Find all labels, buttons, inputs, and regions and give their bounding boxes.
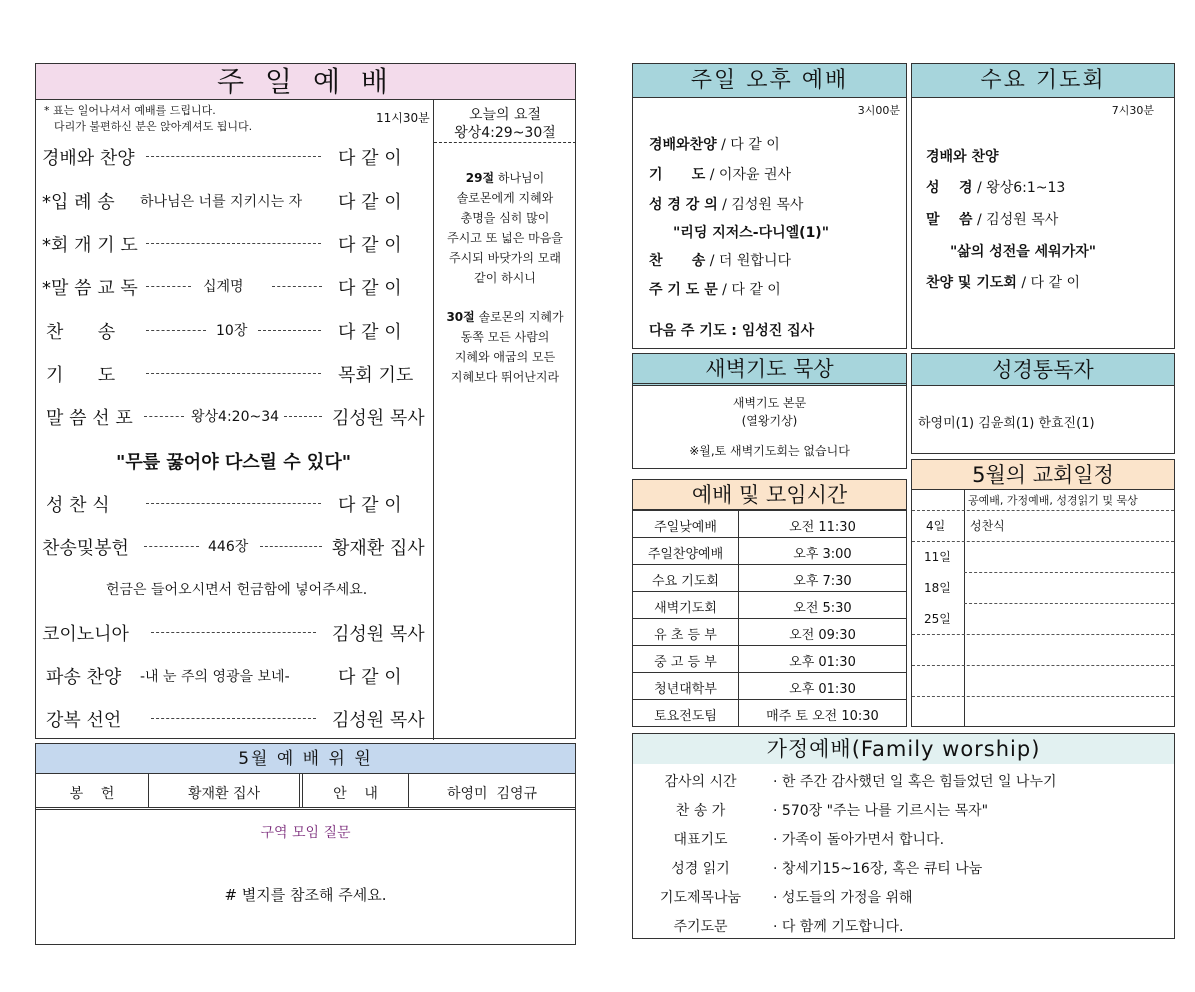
- meeting-row: [633, 645, 906, 672]
- meeting-name: 청년대학부: [654, 682, 717, 697]
- committee-row: [36, 774, 575, 810]
- order-label: 강복 선언: [46, 710, 122, 731]
- afternoon-line: 주 기 도 문 / 다 같 이: [649, 282, 781, 298]
- family-label: 대표기도: [673, 832, 728, 848]
- family-value: · 다 함께 기도합니다.: [773, 919, 904, 935]
- order-dots: [284, 416, 322, 417]
- afternoon-line-label: 찬 송: [649, 253, 706, 269]
- guide-persons: 하영미 김영규: [446, 786, 538, 802]
- afternoon-line-value: 더 원합니다: [718, 253, 791, 269]
- schedule-title: 5월의 교회일정: [972, 463, 1114, 487]
- verse-30-line: 동쪽 모든 사람의: [460, 330, 550, 344]
- family-value-text: 창세기15~16장, 혹은 큐티 나눔: [781, 861, 983, 877]
- offering-person: 황재환 집사: [187, 786, 261, 802]
- wednesday-line-value: 다 같 이: [1030, 275, 1081, 291]
- family-label: 감사의 시간: [664, 774, 737, 790]
- afternoon-header: [633, 64, 906, 98]
- family-value: · 570장 "주는 나를 기르시는 목자": [773, 803, 989, 819]
- schedule-divider: [964, 603, 1174, 604]
- verse-29-number: 29절: [465, 171, 495, 185]
- wednesday-title: 수요 기도회: [980, 68, 1106, 93]
- order-person: 다 같 이: [338, 192, 402, 213]
- wednesday-line: 찬양 및 기도회 / 다 같 이: [926, 275, 1081, 291]
- standing-note: * 표는 일어나셔서 예배를 드립니다.: [44, 104, 216, 117]
- order-detail: 하나님은 너를 지키시는 자: [140, 194, 303, 210]
- meeting-name: 토요전도팀: [654, 709, 717, 724]
- wednesday-time: 7시30분: [1111, 104, 1154, 117]
- meeting-row: [633, 672, 906, 699]
- wednesday-line-label: 말 씀: [926, 212, 973, 228]
- afternoon-service-panel: [632, 63, 907, 349]
- schedule-divider: [964, 572, 1174, 573]
- order-label: 코이노니아: [42, 624, 129, 645]
- afternoon-line-label: 기 도: [649, 167, 706, 183]
- order-detail: 십계명: [203, 279, 244, 295]
- meeting-time: 오전 11:30: [789, 520, 856, 535]
- lecture-title: "리딩 지저스-다니엘(1)": [673, 225, 830, 241]
- order-label: *회 개 기 도: [42, 235, 138, 256]
- dawn-prayer-panel: [632, 353, 907, 469]
- offering-note: 헌금은 들어오시면서 헌금함에 넣어주세요.: [106, 582, 368, 598]
- meeting-time: 오후 3:00: [793, 547, 852, 562]
- order-label: 파송 찬양: [46, 667, 122, 688]
- family-value-text: 570장 "주는 나를 기르시는 목자": [781, 803, 989, 819]
- family-value: · 창세기15~16장, 혹은 큐티 나눔: [773, 861, 983, 877]
- verse-30-number: 30절: [446, 310, 475, 324]
- afternoon-line: 기 도 / 이자윤 권사: [649, 167, 791, 183]
- order-dots: [146, 373, 321, 374]
- offering-label: 봉 헌: [69, 786, 115, 802]
- schedule-date: 11일: [924, 550, 951, 564]
- meeting-row: [633, 510, 906, 537]
- order-person: 다 같 이: [338, 667, 402, 688]
- order-dots: [146, 243, 321, 244]
- wednesday-line: 말 씀 / 김성원 목사: [926, 212, 1059, 228]
- meeting-row: [633, 699, 906, 726]
- verse-30-line: 지혜보다 뛰어난지라: [450, 370, 560, 384]
- order-detail: -내 눈 주의 영광을 보네-: [140, 669, 290, 685]
- bible-reading-names: 하영미(1) 김윤희(1) 한효진(1): [918, 416, 1095, 431]
- afternoon-line-label: 경배와찬양: [649, 137, 717, 153]
- schedule-event: 성찬식: [970, 519, 1005, 533]
- sunday-service-title: 주 일 예 배: [217, 65, 394, 98]
- order-person: 김성원 목사: [332, 408, 425, 429]
- afternoon-time: 3시00분: [857, 104, 900, 117]
- order-person: 다 같 이: [338, 495, 402, 516]
- dawn-text: 새벽기도 본문: [732, 396, 807, 410]
- family-value-text: 가족이 돌아가면서 합니다.: [781, 832, 945, 848]
- sunday-service-header: [36, 64, 575, 100]
- sermon-title: "무릎 꿇어야 다스릴 수 있다": [116, 452, 352, 473]
- afternoon-line: 경배와찬양 / 다 같 이: [649, 137, 780, 153]
- afternoon-line: 성 경 강 의 / 김성원 목사: [649, 197, 804, 213]
- order-label: 찬송및봉헌: [42, 538, 129, 559]
- meetings-title: 예배 및 모임시간: [691, 483, 848, 507]
- wednesday-prayer-panel: [911, 63, 1175, 349]
- wednesday-line-value: 왕상6:1~13: [986, 180, 1066, 196]
- church-schedule-panel: [911, 459, 1175, 727]
- schedule-header: [912, 460, 1174, 490]
- family-worship-panel: [632, 733, 1175, 939]
- order-person: 황재환 집사: [332, 538, 425, 559]
- verse-29-line: 총명을 심히 많이: [460, 211, 550, 225]
- verse-reference: 왕상4:29~30절: [454, 125, 556, 141]
- order-label: 경배와 찬양: [42, 148, 135, 169]
- afternoon-line-value: 다 같 이: [730, 137, 780, 153]
- meeting-time: 오후 01:30: [789, 655, 856, 670]
- wednesday-line-value: 김성원 목사: [986, 212, 1059, 228]
- wednesday-line-label: 성 경: [926, 180, 973, 196]
- order-label: 기 도: [46, 365, 116, 386]
- verse-title: 오늘의 요절: [468, 107, 542, 123]
- order-dots: [151, 632, 316, 633]
- order-dots: [151, 718, 316, 719]
- schedule-date: 4일: [926, 519, 946, 533]
- dawn-note: ※월,토 새벽기도회는 없습니다: [689, 444, 850, 458]
- meeting-time: 오후 01:30: [789, 682, 856, 697]
- bible-reading-panel: [911, 353, 1175, 454]
- order-dots: [258, 330, 321, 331]
- order-dots: [146, 503, 321, 504]
- order-dots: [146, 330, 206, 331]
- meeting-row: [633, 537, 906, 564]
- verse-30: [434, 307, 576, 387]
- order-detail: 왕상4:20~34: [191, 409, 280, 425]
- schedule-divider: [912, 634, 1174, 635]
- verse-divider: [434, 142, 576, 143]
- committee-header: [36, 744, 575, 774]
- verse-29-line: 하나님이: [497, 171, 545, 185]
- meeting-name: 주일찬양예배: [647, 547, 724, 562]
- wednesday-line-label: 경배와 찬양: [926, 149, 999, 165]
- committee-panel: [35, 743, 576, 945]
- meeting-time: 매주 토 오전 10:30: [766, 709, 879, 724]
- family-label: 찬 송 가: [675, 803, 726, 819]
- wednesday-line: 성 경 / 왕상6:1~13: [926, 180, 1066, 196]
- wednesday-message: "삶의 성전을 세워가자": [950, 244, 1097, 260]
- committee-title: 5월 예 배 위 원: [238, 749, 373, 769]
- wednesday-line: [926, 146, 999, 166]
- bible-reading-header: [912, 354, 1174, 386]
- meetings-col-divider: [738, 510, 739, 726]
- schedule-date: 18일: [924, 581, 951, 595]
- guide-label: 안 내: [333, 786, 378, 802]
- dawn-header: [633, 354, 906, 386]
- order-dots: [260, 546, 322, 547]
- meetings-table: [633, 510, 906, 726]
- schedule-divider: [912, 665, 1174, 666]
- seating-note: 다리가 불편하신 분은 앉아계셔도 됩니다.: [54, 120, 253, 133]
- meeting-name: 주일낮예배: [654, 520, 717, 535]
- family-value: · 성도들의 가정을 위해: [773, 890, 913, 906]
- meeting-time: 오후 7:30: [793, 574, 852, 589]
- order-dots: [272, 286, 322, 287]
- order-label: 찬 송: [46, 322, 116, 343]
- wednesday-header: [912, 64, 1174, 98]
- afternoon-line-label: 성 경 강 의: [649, 197, 718, 213]
- dawn-book: (열왕기상): [741, 414, 798, 428]
- verse-29-line: 주시되 바닷가의 모래: [449, 251, 561, 265]
- meetings-header: [633, 480, 906, 510]
- meeting-name: 유 초 등 부: [654, 628, 717, 643]
- order-person: 다 같 이: [338, 322, 402, 343]
- schedule-date: 25일: [924, 612, 951, 626]
- order-person: 김성원 목사: [332, 710, 425, 731]
- afternoon-line-label: 주 기 도 문: [649, 282, 718, 298]
- order-detail: 10장: [216, 323, 248, 339]
- verse-29: [434, 168, 576, 288]
- afternoon-line: 찬 송 / 더 원합니다: [649, 253, 791, 269]
- meeting-row: [633, 564, 906, 591]
- meeting-name: 중 고 등 부: [654, 655, 717, 670]
- verse-29-line: 같이 하시니: [474, 271, 536, 285]
- wednesday-line-label: 찬양 및 기도회: [926, 275, 1017, 291]
- meeting-times-panel: [632, 479, 907, 727]
- verse-30-line: 지혜와 애굽의 모든: [454, 350, 556, 364]
- group-question-note: # 별지를 참조해 주세요.: [224, 886, 387, 904]
- sunday-time: 11시30분: [376, 111, 430, 125]
- schedule-divider: [912, 541, 1174, 542]
- schedule-date-divider: [964, 490, 965, 727]
- verse-29-line: 솔로몬에게 지혜와: [456, 191, 554, 205]
- schedule-divider: [912, 510, 1174, 511]
- order-person: 다 같 이: [338, 278, 402, 299]
- meeting-row: [633, 591, 906, 618]
- family-value: · 한 주간 감사했던 일 혹은 힘들었던 일 나누기: [773, 774, 1057, 790]
- afternoon-line-value: 다 같 이: [731, 282, 781, 298]
- order-label: 성 찬 식: [46, 495, 110, 516]
- order-person: 김성원 목사: [332, 624, 425, 645]
- order-detail: 446장: [208, 539, 249, 555]
- family-value-text: 다 함께 기도합니다.: [781, 919, 904, 935]
- family-label: 성경 읽기: [671, 861, 730, 877]
- sunday-service-panel: [35, 63, 576, 739]
- family-label: 기도제목나눔: [659, 890, 742, 906]
- afternoon-line-value: 이자윤 권사: [718, 167, 791, 183]
- order-dots: [144, 416, 184, 417]
- meeting-name: 새벽기도회: [654, 601, 717, 616]
- order-person: 다 같 이: [338, 148, 402, 169]
- meeting-time: 오전 09:30: [789, 628, 856, 643]
- meeting-name: 수요 기도회: [652, 574, 719, 589]
- family-worship-title: 가정예배(Family worship): [766, 737, 1041, 761]
- order-label: 말 씀 선 포: [46, 408, 133, 429]
- next-prayer: 다음 주 기도 : 임성진 집사: [649, 323, 815, 339]
- verse-30-line: 솔로몬의 지혜가: [478, 310, 564, 324]
- schedule-divider: [912, 696, 1174, 697]
- family-worship-header: [633, 734, 1174, 764]
- group-question-title: 구역 모임 질문: [260, 825, 351, 841]
- family-value: · 가족이 돌아가면서 합니다.: [773, 832, 945, 848]
- meeting-row: [633, 618, 906, 645]
- afternoon-title: 주일 오후 예배: [690, 68, 849, 93]
- order-label: *입 례 송: [42, 192, 115, 213]
- order-dots: [146, 286, 191, 287]
- family-value-text: 성도들의 가정을 위해: [781, 890, 913, 906]
- dawn-title: 새벽기도 묵상: [705, 357, 834, 381]
- bible-reading-title: 성경통독자: [992, 358, 1094, 382]
- family-value-text: 한 주간 감사했던 일 혹은 힘들었던 일 나누기: [781, 774, 1057, 790]
- schedule-column-header: 공예배, 가정예배, 성경읽기 및 묵상: [968, 494, 1138, 507]
- order-person: 다 같 이: [338, 235, 402, 256]
- meeting-time: 오전 5:30: [793, 601, 852, 616]
- verse-29-line: 주시고 또 넓은 마음을: [447, 231, 563, 245]
- order-dots: [144, 546, 199, 547]
- order-person: 목회 기도: [338, 365, 414, 386]
- order-label: *말 씀 교 독: [42, 278, 138, 299]
- order-dots: [146, 156, 321, 157]
- family-label: 주기도문: [673, 919, 728, 935]
- afternoon-line-value: 김성원 목사: [731, 197, 804, 213]
